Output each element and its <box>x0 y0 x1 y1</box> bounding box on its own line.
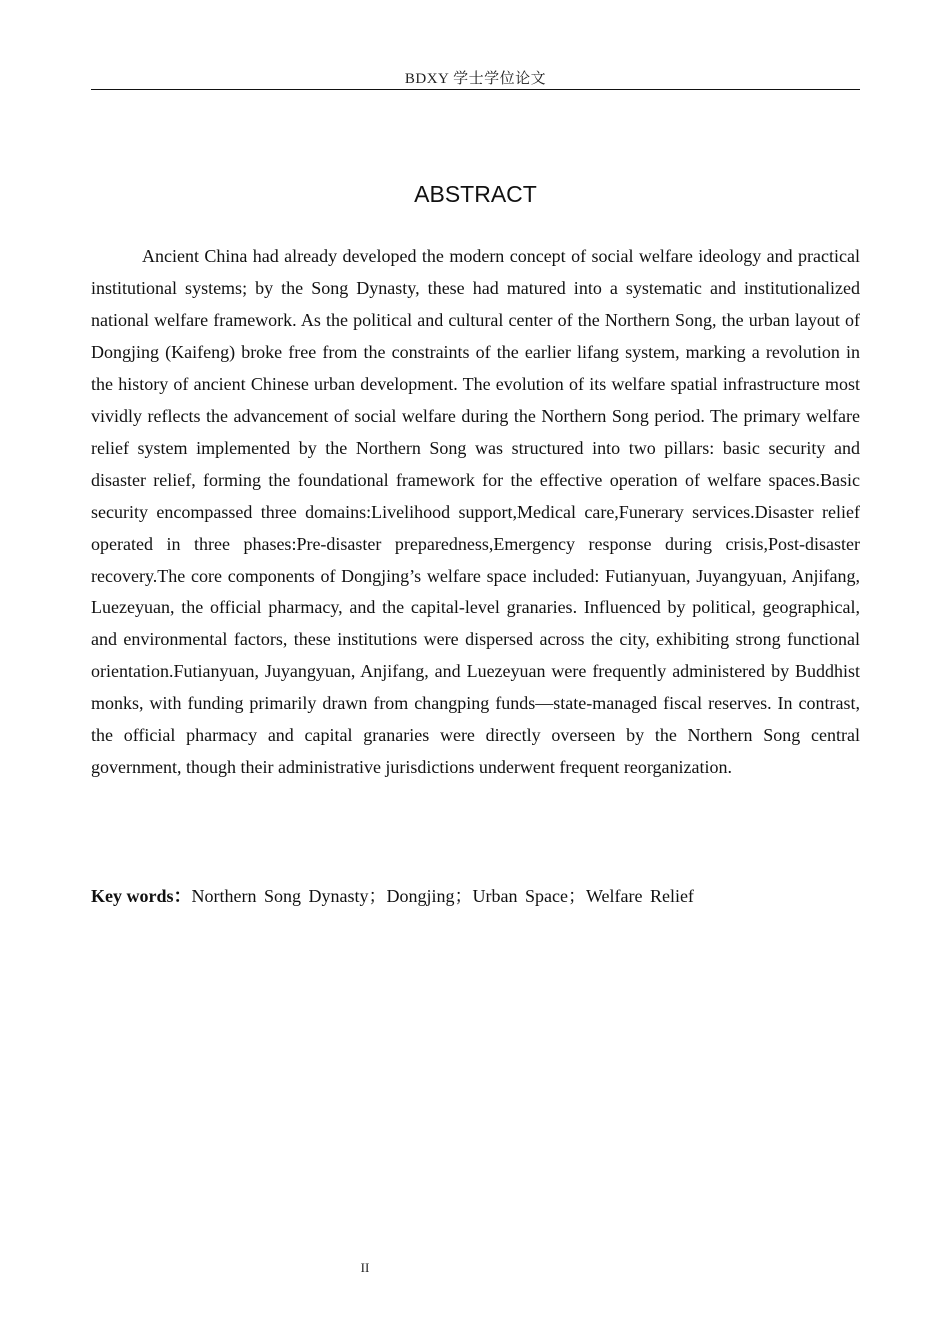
keywords-line <box>91 881 860 912</box>
keywords-label: Key words： <box>91 886 192 906</box>
page-number: II <box>360 1260 370 1275</box>
header-divider <box>91 89 860 90</box>
abstract-body: Ancient China had already developed the modern concept of social welfare ideology and practical institutional systems; by the Song Dynasty, these had matured into a systematic and institutionalized national welfare framework. As the political and cultural center of the Northern Song, the urban layout of Dongjing (Kaifeng) broke free from the constraints of the earlier lifang system, marking a revolution in the history of ancient Chinese urban development. The evolution of its welfare spatial infrastructure most vividly reflects the advancement of social welfare during the Northern Song period. The primary welfare relief system implemented by the Northern Song was structured into two pillars: basic security and disaster relief, forming the foundational framework for the effective operation of welfare spaces.Basic security encompassed three domains:Livelihood support,Medical care,Funerary services.Disaster relief operated in three phases:Pre-disaster preparedness,Emergency response during crisis,Post-disaster recovery.The core components of Dongjing’s welfare space included: Futianyuan, Juyangyuan, Anjifang, Luezeyuan, the official pharmacy, and the capital-level granaries. Influenced by political, geographical, and environmental factors, these institutions were dispersed across the city, exhibiting strong functional orientation.Futianyuan, Juyangyuan, Anjifang, and Luezeyuan were frequently administered by Buddhist monks, with funding primarily drawn from changping funds—state-managed fiscal reserves. In contrast, the official pharmacy and capital granaries were directly overseen by the Northern Song central government, though their administrative jurisdictions underwent frequent reorganization. <box>91 246 860 778</box>
keywords-list: Northern Song Dynasty；Dongjing；Urban Space；Welfare Relief <box>191 886 694 906</box>
running-header: BDXY 学士学位论文 <box>404 71 547 87</box>
abstract-title: ABSTRACT <box>414 181 537 207</box>
